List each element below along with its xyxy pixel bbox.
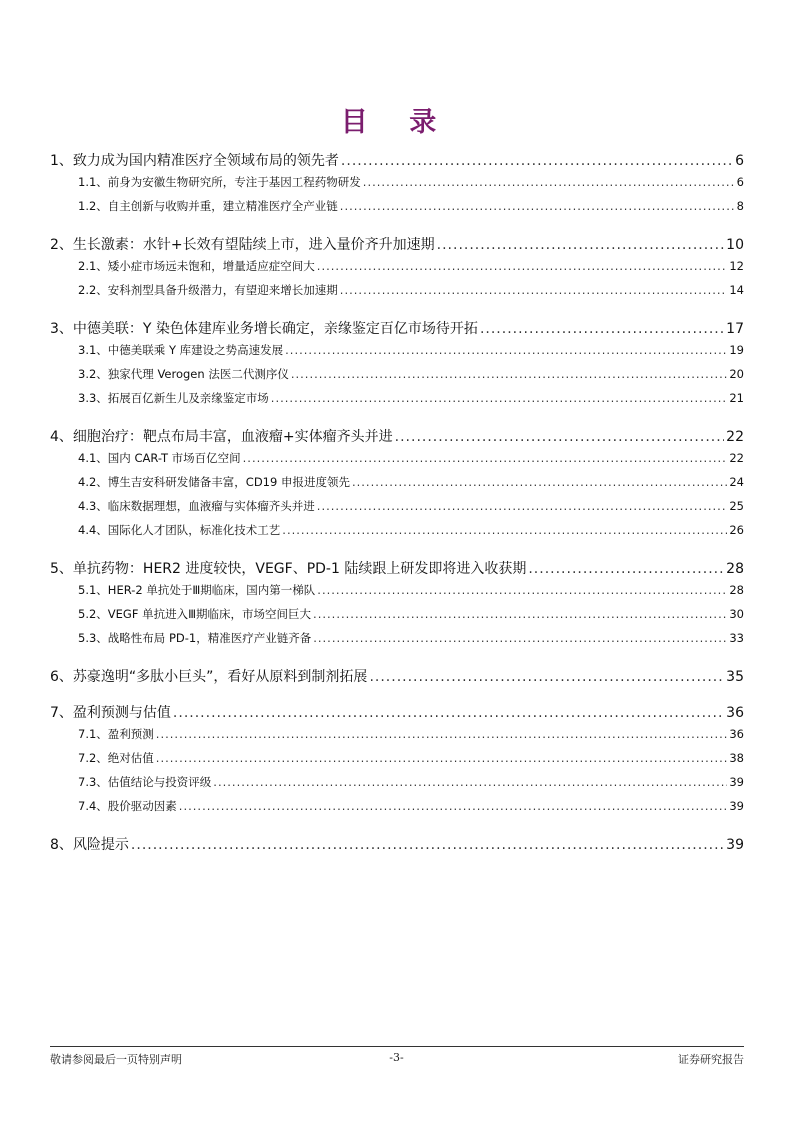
toc-section-entry[interactable] <box>50 318 744 342</box>
toc-dot-leader <box>480 321 724 337</box>
toc-entry-number: 3.2、 <box>78 367 108 381</box>
toc-entry-number: 7、 <box>50 705 73 721</box>
toc-section-entry[interactable] <box>50 234 744 258</box>
toc-entry-label: 自主创新与收购并重，建立精准医疗全产业链 <box>107 199 338 213</box>
toc-dot-leader <box>313 607 727 621</box>
toc-section-entry[interactable] <box>50 702 744 726</box>
toc-entry-page: 17 <box>726 321 744 337</box>
toc-subsection-entry[interactable] <box>50 750 744 774</box>
toc-subsection-entry[interactable] <box>50 774 744 798</box>
toc-subsection-entry[interactable] <box>50 258 744 282</box>
toc-subsection-entry[interactable] <box>50 606 744 630</box>
toc-entry-label: 细胞治疗：靶点布局丰富，血液瘤+实体瘤齐头并进 <box>72 429 393 445</box>
toc-entry-number: 1.1、 <box>78 175 108 189</box>
toc-dot-leader <box>352 475 727 489</box>
toc-dot-leader <box>156 751 728 765</box>
toc-entry-label: 独家代理 Verogen 法医二代测序仪 <box>107 367 289 381</box>
toc-entry-page: 6 <box>735 153 744 169</box>
toc-entry-number: 7.1、 <box>78 727 108 741</box>
toc-dot-leader <box>271 391 728 405</box>
toc-entry-page: 25 <box>729 499 744 513</box>
toc-entry-label: 单抗药物：HER2 进度较快，VEGF、PD-1 陆续跟上研发即将进入收获期 <box>72 561 527 577</box>
toc-entry-label: 拓展百亿新生儿及亲缘鉴定市场 <box>107 391 269 405</box>
toc-entry-number: 1.2、 <box>78 199 108 213</box>
toc-entry-number: 4.2、 <box>78 475 108 489</box>
toc-entry-page: 36 <box>729 727 744 741</box>
footer-divider <box>50 1046 744 1047</box>
toc-entry-label: 致力成为国内精准医疗全领域布局的领先者 <box>72 153 339 169</box>
toc-entry-number: 5、 <box>50 561 73 577</box>
toc-entry-page: 19 <box>729 343 744 357</box>
toc-dot-leader <box>341 153 733 169</box>
toc-entry-page: 22 <box>726 429 744 445</box>
toc-subsection-entry[interactable] <box>50 582 744 606</box>
toc-section-entry[interactable] <box>50 558 744 582</box>
toc-entry-label: 安科剂型具备升级潜力，有望迎来增长加速期 <box>107 283 338 297</box>
toc-entry-page: 22 <box>729 451 744 465</box>
toc-dot-leader <box>313 631 727 645</box>
toc-dot-leader <box>291 367 728 381</box>
toc-subsection-entry[interactable] <box>50 198 744 222</box>
toc-dot-leader <box>282 523 727 537</box>
toc-dot-leader <box>317 259 728 273</box>
toc-subsection-entry[interactable] <box>50 282 744 306</box>
toc-entry-label: 博生吉安科研发储备丰富，CD19 申报进度领先 <box>107 475 350 489</box>
toc-entry-label: HER-2 单抗处于Ⅲ期临床，国内第一梯队 <box>107 583 316 597</box>
toc-dot-leader <box>340 283 728 297</box>
toc-subsection-entry[interactable] <box>50 390 744 414</box>
toc-dot-leader <box>243 451 728 465</box>
toc-dot-leader <box>173 705 724 721</box>
toc-entry-page: 39 <box>729 775 744 789</box>
footer-doc-type: 证券研究报告 <box>678 1053 744 1066</box>
toc-entry-number: 2、 <box>50 237 73 253</box>
toc-subsection-entry[interactable] <box>50 342 744 366</box>
toc-subsection-entry[interactable] <box>50 366 744 390</box>
toc-dot-leader <box>528 561 724 577</box>
toc-entry-number: 3.3、 <box>78 391 108 405</box>
toc-subsection-entry[interactable] <box>50 726 744 750</box>
toc-entry-number: 7.4、 <box>78 799 108 813</box>
toc-entry-label: 苏豪逸明“多肽小巨头”，看好从原料到制剂拓展 <box>72 669 368 685</box>
toc-entry-number: 7.3、 <box>78 775 108 789</box>
toc-entry-label: 盈利预测与估值 <box>72 705 171 721</box>
toc-entry-label: 前身为安徽生物研究所，专注于基因工程药物研发 <box>107 175 361 189</box>
toc-entry-label: 风险提示 <box>72 837 129 853</box>
toc-entry-page: 28 <box>729 583 744 597</box>
toc-dot-leader <box>340 199 735 213</box>
toc-entry-page: 35 <box>726 669 744 685</box>
toc-dot-leader <box>156 727 728 741</box>
toc-entry-number: 2.1、 <box>78 259 108 273</box>
toc-dot-leader <box>369 669 724 685</box>
toc-entry-page: 8 <box>736 199 744 213</box>
toc-dot-leader <box>179 799 728 813</box>
toc-entry-page: 39 <box>726 837 744 853</box>
toc-dot-leader <box>395 429 725 445</box>
toc-entry-label: 国内 CAR-T 市场百亿空间 <box>107 451 241 465</box>
toc-dot-leader <box>317 499 728 513</box>
toc-entry-number: 4、 <box>50 429 73 445</box>
toc-section-entry[interactable] <box>50 150 744 174</box>
toc-entry-label: 矮小症市场远未饱和，增量适应症空间大 <box>107 259 315 273</box>
toc-subsection-entry[interactable] <box>50 522 744 546</box>
toc-entry-label: VEGF 单抗进入Ⅲ期临床，市场空间巨大 <box>107 607 312 621</box>
toc-entry-page: 24 <box>729 475 744 489</box>
toc-entry-number: 5.1、 <box>78 583 108 597</box>
toc-title: 目 录 <box>340 107 453 138</box>
toc-entry-number: 7.2、 <box>78 751 108 765</box>
toc-entry-page: 39 <box>729 799 744 813</box>
toc-entry-number: 4.3、 <box>78 499 108 513</box>
toc-entry-label: 战略性布局 PD-1，精准医疗产业链齐备 <box>107 631 312 645</box>
toc-subsection-entry[interactable] <box>50 174 744 198</box>
toc-entry-page: 20 <box>729 367 744 381</box>
toc-subsection-entry[interactable] <box>50 450 744 474</box>
toc-entry-page: 26 <box>729 523 744 537</box>
toc-section-entry[interactable] <box>50 426 744 450</box>
table-of-contents <box>50 150 744 858</box>
toc-entry-number: 4.4、 <box>78 523 108 537</box>
toc-entry-page: 33 <box>729 631 744 645</box>
page-number: -3- <box>389 1051 404 1064</box>
toc-entry-label: 估值结论与投资评级 <box>107 775 212 789</box>
toc-dot-leader <box>317 583 727 597</box>
toc-dot-leader <box>285 343 727 357</box>
toc-entry-label: 生长激素：水针+长效有望陆续上市，进入量价齐升加速期 <box>72 237 435 253</box>
toc-entry-label: 盈利预测 <box>107 727 154 741</box>
toc-dot-leader <box>131 837 724 853</box>
toc-subsection-entry[interactable] <box>50 474 744 498</box>
toc-section-entry[interactable] <box>50 834 744 858</box>
toc-dot-leader <box>363 175 735 189</box>
toc-entry-label: 绝对估值 <box>107 751 154 765</box>
toc-entry-page: 30 <box>729 607 744 621</box>
toc-entry-number: 3.1、 <box>78 343 108 357</box>
toc-entry-page: 10 <box>726 237 744 253</box>
toc-entry-page: 6 <box>736 175 744 189</box>
toc-entry-page: 21 <box>729 391 744 405</box>
toc-entry-page: 28 <box>726 561 744 577</box>
toc-entry-page: 38 <box>729 751 744 765</box>
toc-entry-label: 中德美联：Y 染色体建库业务增长确定，亲缘鉴定百亿市场待开拓 <box>72 321 478 337</box>
toc-subsection-entry[interactable] <box>50 498 744 522</box>
toc-section-entry[interactable] <box>50 666 744 690</box>
toc-entry-number: 5.2、 <box>78 607 108 621</box>
toc-subsection-entry[interactable] <box>50 798 744 822</box>
toc-entry-label: 临床数据理想，血液瘤与实体瘤齐头并进 <box>107 499 315 513</box>
toc-entry-number: 8、 <box>50 837 73 853</box>
toc-entry-page: 36 <box>726 705 744 721</box>
toc-dot-leader <box>213 775 727 789</box>
toc-entry-number: 6、 <box>50 669 73 685</box>
toc-entry-number: 1、 <box>50 153 73 169</box>
toc-entry-page: 14 <box>729 283 744 297</box>
toc-entry-number: 5.3、 <box>78 631 108 645</box>
toc-entry-number: 4.1、 <box>78 451 108 465</box>
toc-dot-leader <box>437 237 725 253</box>
toc-entry-number: 3、 <box>50 321 73 337</box>
toc-entry-label: 国际化人才团队，标准化技术工艺 <box>107 523 281 537</box>
toc-entry-number: 2.2、 <box>78 283 108 297</box>
toc-entry-label: 中德美联乘 Y 库建设之势高速发展 <box>107 343 284 357</box>
toc-subsection-entry[interactable] <box>50 630 744 654</box>
toc-entry-page: 12 <box>729 259 744 273</box>
toc-entry-label: 股价驱动因素 <box>107 799 177 813</box>
footer-disclaimer: 敬请参阅最后一页特别声明 <box>50 1053 182 1066</box>
